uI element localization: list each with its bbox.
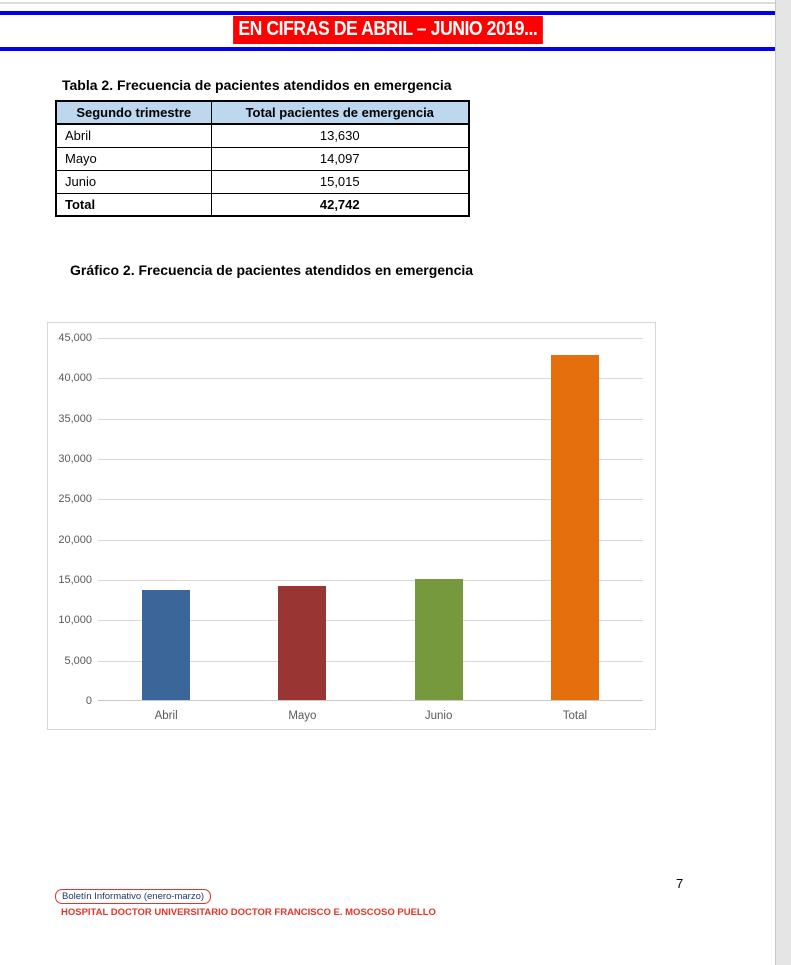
gridline	[98, 338, 643, 339]
bar-abril	[142, 590, 190, 700]
x-tick-label: Mayo	[288, 710, 317, 722]
x-tick-label: Total	[562, 710, 588, 722]
column-header-trimestre: Segundo trimestre	[56, 101, 211, 124]
bar-junio	[415, 579, 463, 700]
y-tick-label: 30,000	[58, 453, 92, 465]
bar-mayo	[278, 586, 326, 700]
cell-month: Junio	[56, 170, 211, 193]
header-band	[0, 16, 775, 44]
chart-plot	[98, 338, 643, 701]
table-body	[56, 124, 469, 216]
table-row	[56, 147, 469, 170]
x-tick-label: Junio	[424, 710, 453, 722]
y-tick-label: 10,000	[58, 614, 92, 627]
y-tick-label: 45,000	[58, 332, 92, 344]
boletin-stamp: Boletín Informativo (enero-marzo)	[55, 889, 211, 904]
y-tick-label: 40,000	[58, 372, 92, 385]
cell-value: 14,097	[211, 147, 469, 170]
page-right-margin-area	[775, 0, 791, 965]
cell-value: 15,015	[211, 170, 469, 193]
table-row	[56, 193, 469, 216]
page-number: 7	[676, 876, 684, 891]
y-tick-label: 0	[85, 695, 92, 707]
cell-value: 13,630	[211, 124, 469, 147]
chart-y-axis	[48, 332, 92, 707]
bar-chart	[47, 322, 656, 730]
emergency-patients-table	[55, 100, 470, 217]
column-header-total: Total pacientes de emergencia	[211, 101, 469, 124]
y-tick-label: 15,000	[58, 574, 92, 586]
header-top-rule	[0, 11, 775, 15]
page-title: EN CIFRAS DE ABRIL – JUNIO 2019...	[233, 16, 543, 44]
x-tick-label: Abril	[154, 710, 178, 722]
table-row	[56, 124, 469, 147]
table-title: Tabla 2. Frecuencia de pacientes atendidos en emergencia	[62, 77, 452, 93]
y-tick-label: 25,000	[58, 493, 92, 506]
cell-month: Total	[56, 193, 211, 216]
bar-total	[551, 355, 599, 700]
cell-month: Mayo	[56, 147, 211, 170]
cell-value: 42,742	[211, 193, 469, 216]
table-header-row	[56, 101, 469, 124]
y-tick-label: 20,000	[58, 533, 92, 546]
chart-title: Gráfico 2. Frecuencia de pacientes atendidos en emergencia	[70, 262, 474, 278]
table-row	[56, 170, 469, 193]
chart-x-axis	[98, 708, 643, 728]
header-bottom-rule	[0, 47, 775, 51]
page-top-edge	[0, 2, 775, 4]
y-tick-label: 35,000	[58, 412, 92, 425]
hospital-name: HOSPITAL DOCTOR UNIVERSITARIO DOCTOR FRANCISCO E. MOSCOSO PUELLO	[61, 907, 436, 918]
y-tick-label: 5,000	[64, 654, 92, 667]
cell-month: Abril	[56, 124, 211, 147]
